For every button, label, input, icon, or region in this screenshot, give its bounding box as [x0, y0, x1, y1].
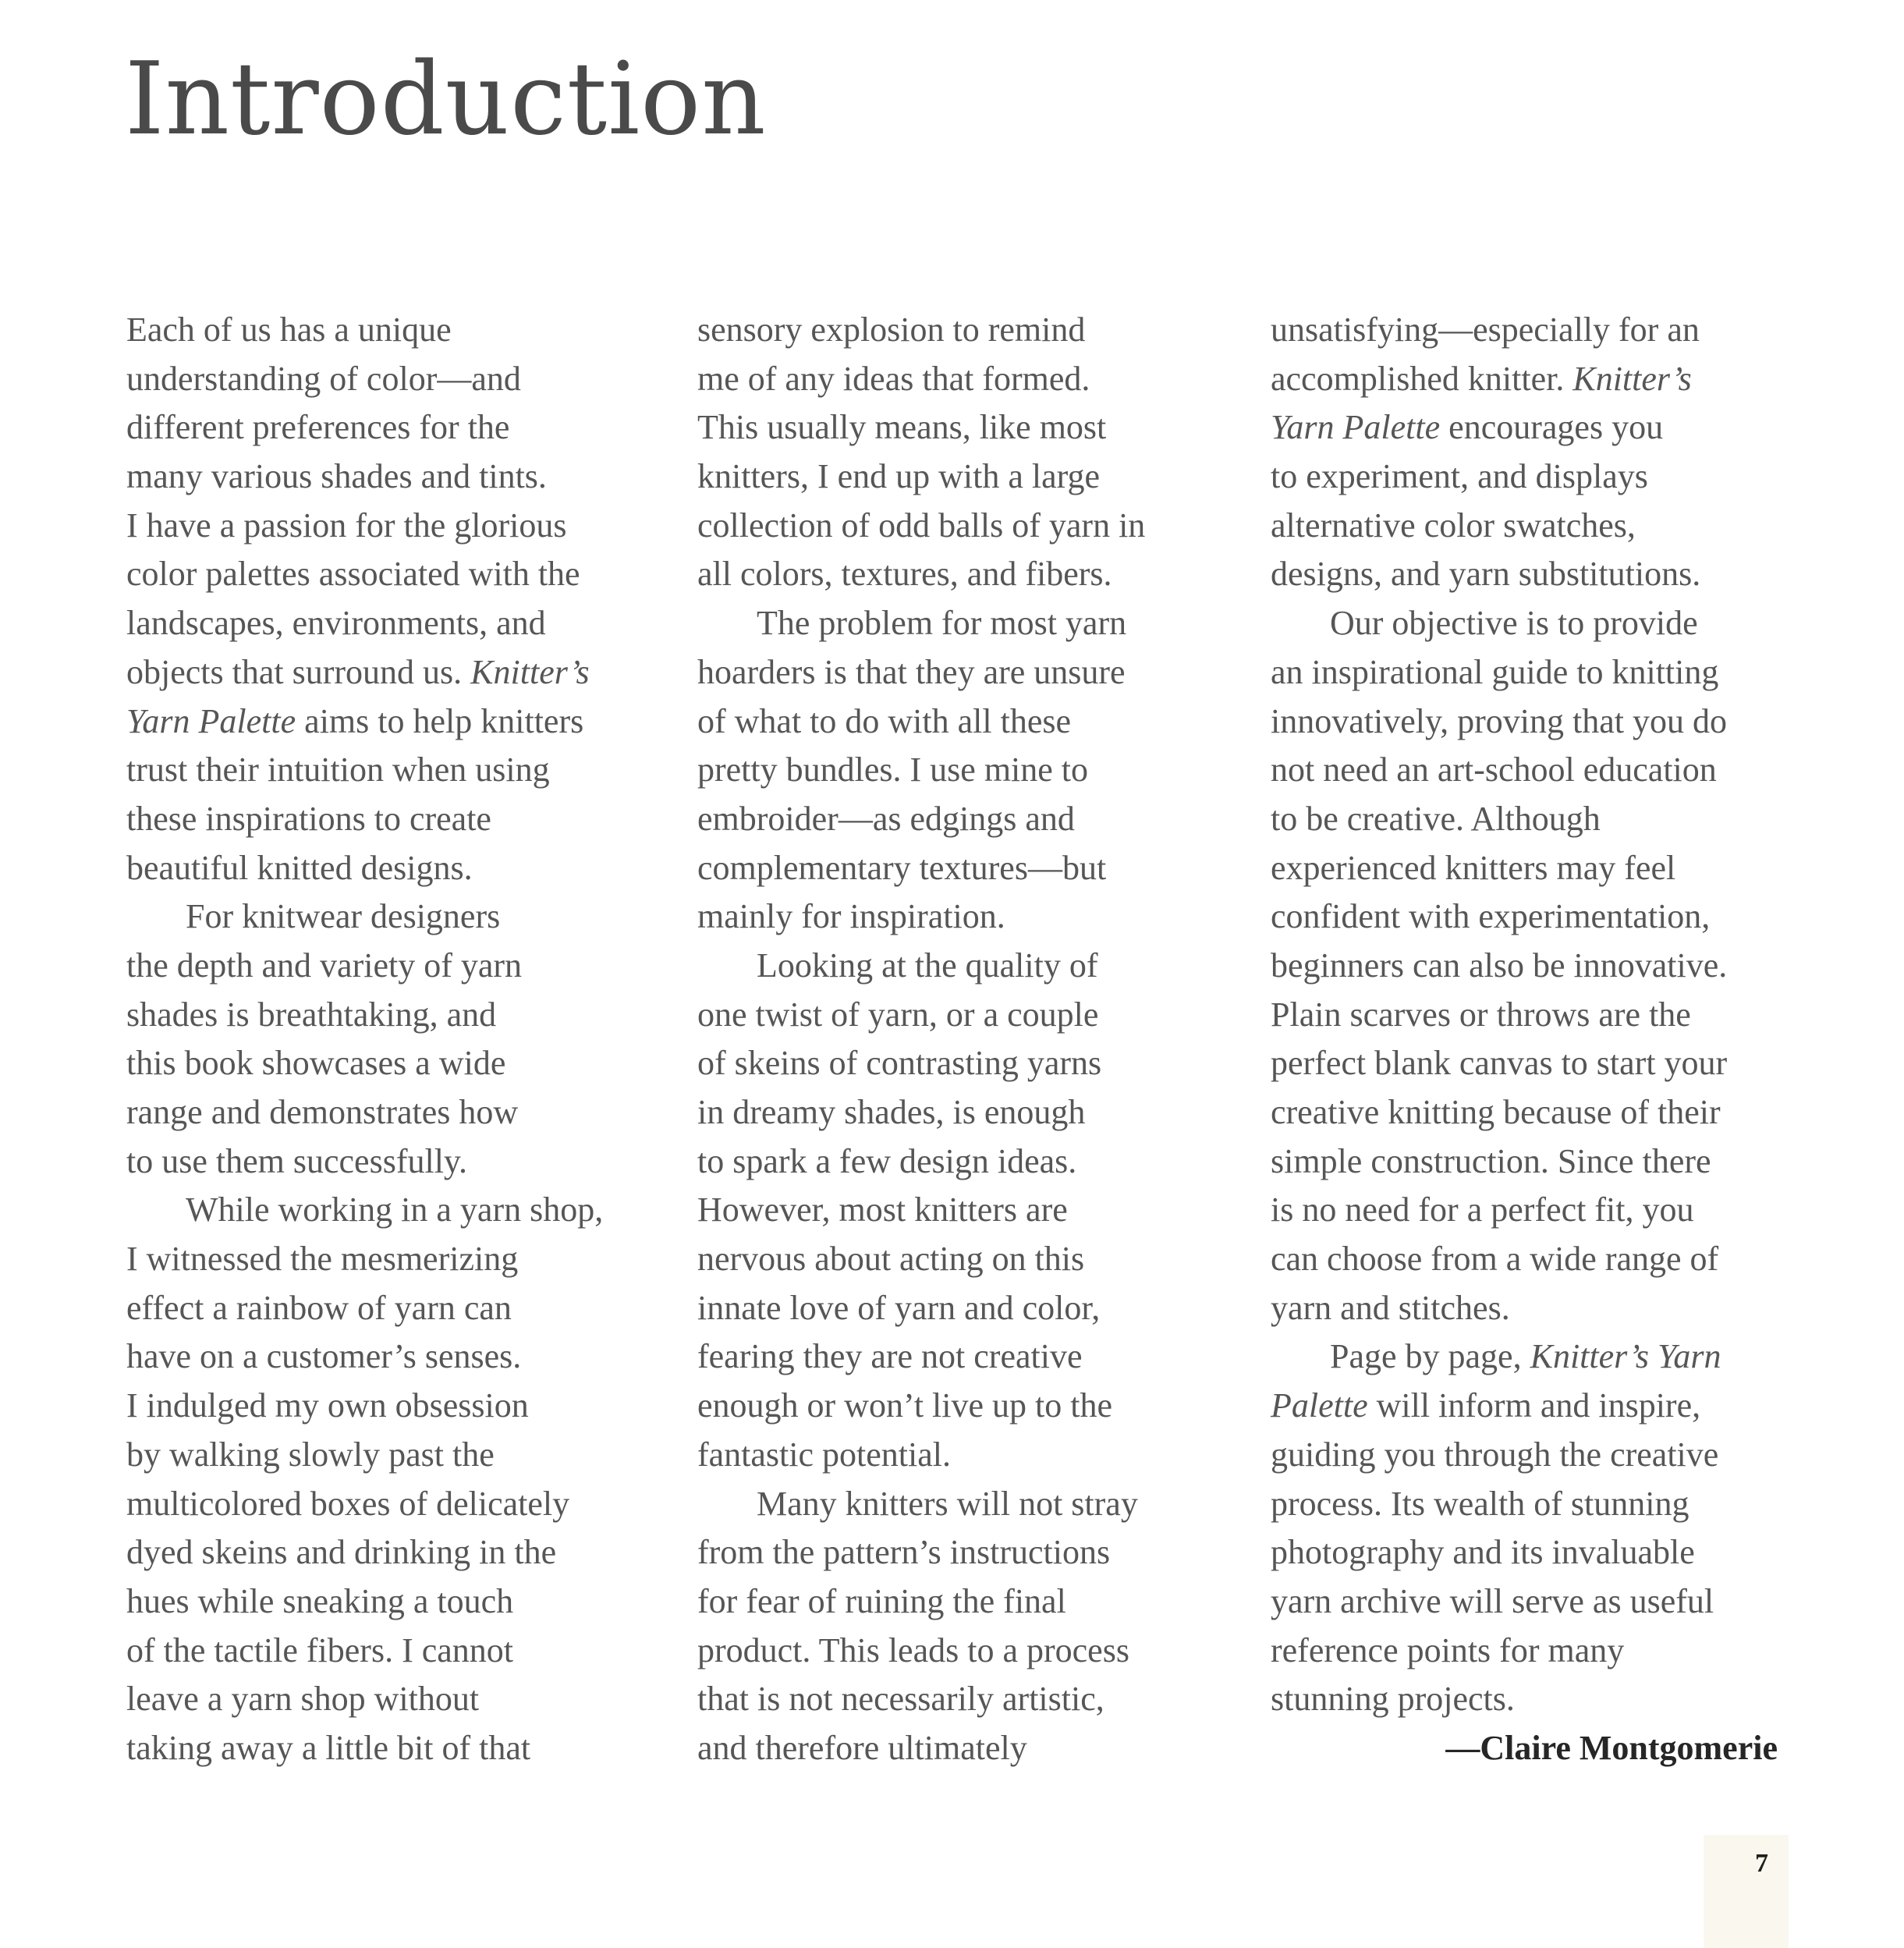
line-text: Many knitters will not stray	[757, 1484, 1138, 1523]
text-line	[697, 746, 1259, 795]
text-line	[126, 795, 688, 844]
text-line	[126, 1675, 688, 1724]
text-line	[126, 1284, 688, 1333]
text-line	[697, 697, 1259, 747]
text-line	[126, 892, 688, 942]
text-line	[697, 1235, 1259, 1284]
text-line	[1271, 1528, 1832, 1577]
line-text: to experiment, and displays	[1271, 457, 1648, 496]
text-line	[697, 1332, 1259, 1382]
line-text: leave a yarn shop without	[126, 1680, 480, 1719]
text-line	[1271, 795, 1832, 844]
text-line	[126, 1088, 688, 1137]
text-line	[126, 1724, 688, 1773]
line-text: While working in a yarn shop,	[186, 1190, 604, 1229]
text-line	[126, 403, 688, 452]
line-text: unsatisfying—especially for an	[1271, 310, 1700, 349]
line-text: this book showcases a wide	[126, 1044, 506, 1083]
line-text: these inspirations to create	[126, 799, 491, 838]
line-text: experienced knitters may feel	[1271, 848, 1676, 887]
text-line	[1271, 1039, 1832, 1088]
line-text: However, most knitters are	[697, 1190, 1068, 1229]
text-line	[1271, 1627, 1832, 1676]
text-line	[697, 1284, 1259, 1333]
text-line	[126, 1235, 688, 1284]
text-line	[697, 599, 1259, 648]
text-line	[1271, 1431, 1832, 1480]
line-text: by walking slowly past the	[126, 1435, 495, 1474]
line-text: trust their intuition when using	[126, 750, 550, 789]
book-title-italic: Palette	[1271, 1386, 1368, 1425]
text-line	[1271, 1382, 1832, 1431]
text-line	[126, 1186, 688, 1235]
line-text: and therefore ultimately	[697, 1728, 1027, 1767]
line-text: yarn archive will serve as useful	[1271, 1581, 1714, 1620]
text-line	[1271, 844, 1832, 893]
text-line	[1271, 1137, 1832, 1187]
line-text: taking away a little bit of that	[126, 1728, 531, 1767]
text-line	[126, 1039, 688, 1088]
line-text: perfect blank canvas to start your	[1271, 1044, 1728, 1083]
line-text: stunning projects.	[1271, 1680, 1515, 1719]
line-text: Each of us has a unique	[126, 310, 452, 349]
text-line	[697, 648, 1259, 697]
text-column-2	[697, 306, 1259, 1773]
text-line	[1271, 1332, 1832, 1382]
line-text: the depth and variety of yarn	[126, 946, 523, 985]
page-title: Introduction	[125, 41, 767, 158]
line-text: embroider—as edgings and	[697, 799, 1075, 838]
line-text: pretty bundles. I use mine to	[697, 750, 1089, 789]
text-line	[126, 746, 688, 795]
text-line	[697, 1480, 1259, 1529]
text-line	[697, 795, 1259, 844]
line-text: understanding of color—and	[126, 359, 521, 398]
line-text: confident with experimentation,	[1271, 897, 1711, 936]
line-text: photography and its invaluable	[1271, 1533, 1695, 1572]
line-text: landscapes, environments, and	[126, 604, 546, 643]
text-line	[126, 1528, 688, 1577]
line-text: different preferences for the	[126, 408, 510, 447]
text-line	[697, 550, 1259, 599]
line-text: process. Its wealth of stunning	[1271, 1484, 1689, 1523]
line-text: not need an art-school education	[1271, 750, 1717, 789]
text-line	[126, 550, 688, 599]
text-line	[1271, 892, 1832, 942]
text-line	[126, 1577, 688, 1627]
line-text: me of any ideas that formed.	[697, 359, 1090, 398]
line-text: designs, and yarn substitutions.	[1271, 555, 1701, 594]
text-line	[1271, 942, 1832, 991]
line-text: have on a customer’s senses.	[126, 1337, 522, 1376]
text-line	[1271, 502, 1832, 551]
line-text: aims to help knitters	[296, 701, 584, 740]
text-line	[1271, 306, 1832, 355]
text-line	[697, 1431, 1259, 1480]
text-line	[697, 1724, 1259, 1773]
line-text: of skeins of contrasting yarns	[697, 1044, 1102, 1083]
line-text: Looking at the quality of	[757, 946, 1098, 985]
line-text: collection of odd balls of yarn in	[697, 506, 1146, 545]
text-line	[126, 697, 688, 747]
line-text: will inform and inspire,	[1367, 1386, 1701, 1425]
line-text: sensory explosion to remind	[697, 310, 1086, 349]
text-line	[1271, 452, 1832, 502]
text-line	[1271, 1480, 1832, 1529]
line-text: Plain scarves or throws are the	[1271, 995, 1691, 1034]
book-title-italic: Yarn Palette	[1271, 408, 1441, 447]
text-line	[126, 355, 688, 404]
text-line	[1271, 648, 1832, 697]
text-line	[1271, 1577, 1832, 1627]
line-text: multicolored boxes of delicately	[126, 1484, 570, 1523]
text-line	[697, 306, 1259, 355]
text-line	[697, 1627, 1259, 1676]
line-text: all colors, textures, and fibers.	[697, 555, 1112, 594]
text-column-3	[1271, 306, 1832, 1773]
line-text: to be creative. Although	[1271, 799, 1601, 838]
text-line	[126, 1480, 688, 1529]
text-line	[1271, 599, 1832, 648]
line-text: to use them successfully.	[126, 1141, 468, 1180]
line-text: dyed skeins and drinking in the	[126, 1533, 557, 1572]
line-text: beautiful knitted designs.	[126, 848, 473, 887]
text-line	[697, 1186, 1259, 1235]
text-line	[126, 452, 688, 502]
line-text: alternative color swatches,	[1271, 506, 1636, 545]
text-line	[1271, 403, 1832, 452]
line-text: is no need for a perfect fit, you	[1271, 1190, 1694, 1229]
text-line	[697, 991, 1259, 1040]
text-line	[697, 1675, 1259, 1724]
text-line	[697, 403, 1259, 452]
text-line	[1271, 355, 1832, 404]
page-number-tab	[1704, 1835, 1789, 1948]
line-text: to spark a few design ideas.	[697, 1141, 1077, 1180]
line-text: For knitwear designers	[186, 897, 501, 936]
line-text: Page by page,	[1330, 1337, 1530, 1376]
text-line	[126, 1332, 688, 1382]
line-text: I indulged my own obsession	[126, 1386, 529, 1425]
line-text: color palettes associated with the	[126, 555, 580, 594]
text-line	[697, 942, 1259, 991]
line-text: mainly for inspiration.	[697, 897, 1005, 936]
text-line	[1271, 550, 1832, 599]
line-text: knitters, I end up with a large	[697, 457, 1101, 496]
text-line	[697, 1088, 1259, 1137]
line-text: I witnessed the mesmerizing	[126, 1240, 519, 1279]
text-line	[697, 502, 1259, 551]
text-line	[697, 1137, 1259, 1187]
line-text: many various shades and tints.	[126, 457, 547, 496]
text-line	[126, 648, 688, 697]
text-line	[126, 1431, 688, 1480]
line-text: that is not necessarily artistic,	[697, 1680, 1104, 1719]
book-title-italic: Knitter’s	[470, 652, 590, 691]
line-text: fearing they are not creative	[697, 1337, 1083, 1376]
text-line	[697, 355, 1259, 404]
text-line	[697, 452, 1259, 502]
text-line	[126, 1382, 688, 1431]
text-line	[1271, 697, 1832, 747]
line-text: hues while sneaking a touch	[126, 1581, 514, 1620]
text-line	[126, 991, 688, 1040]
line-text: simple construction. Since there	[1271, 1141, 1711, 1180]
line-text: encourages you	[1440, 408, 1664, 447]
line-text: effect a rainbow of yarn can	[126, 1288, 512, 1327]
text-line	[697, 844, 1259, 893]
text-line	[697, 892, 1259, 942]
book-title-italic: Knitter’s Yarn	[1530, 1337, 1721, 1376]
line-text: objects that surround us.	[126, 652, 471, 691]
line-text: I have a passion for the glorious	[126, 506, 567, 545]
line-text: of what to do with all these	[697, 701, 1072, 740]
text-line	[697, 1382, 1259, 1431]
text-line	[697, 1528, 1259, 1577]
line-text: for fear of ruining the final	[697, 1581, 1066, 1620]
text-line	[126, 1137, 688, 1187]
line-text: nervous about acting on this	[697, 1240, 1085, 1279]
line-text: range and demonstrates how	[126, 1093, 519, 1131]
line-text: The problem for most yarn	[757, 604, 1127, 643]
text-line	[1271, 1675, 1832, 1724]
line-text: complementary textures—but	[697, 848, 1107, 887]
text-line	[697, 1039, 1259, 1088]
line-text: innate love of yarn and color,	[697, 1288, 1101, 1327]
line-text: enough or won’t live up to the	[697, 1386, 1112, 1425]
author-signature: —Claire Montgomerie	[1445, 1728, 1778, 1767]
text-line	[1271, 1088, 1832, 1137]
text-line	[126, 844, 688, 893]
line-text: shades is breathtaking, and	[126, 995, 497, 1034]
text-line	[126, 599, 688, 648]
book-title-italic: Yarn Palette	[126, 701, 296, 740]
text-line	[1271, 1186, 1832, 1235]
text-line	[1271, 991, 1832, 1040]
line-text: of the tactile fibers. I cannot	[126, 1630, 514, 1669]
line-text: one twist of yarn, or a couple	[697, 995, 1099, 1034]
text-line	[126, 306, 688, 355]
line-text: accomplished knitter.	[1271, 359, 1573, 398]
line-text: fantastic potential.	[697, 1435, 951, 1474]
text-line	[126, 502, 688, 551]
line-text: reference points for many	[1271, 1630, 1625, 1669]
text-line	[1271, 746, 1832, 795]
line-text: creative knitting because of their	[1271, 1093, 1721, 1131]
text-line	[1271, 1284, 1832, 1333]
line-text: innovatively, proving that you do	[1271, 701, 1727, 740]
line-text: Our objective is to provide	[1330, 604, 1698, 643]
text-line	[126, 1627, 688, 1676]
text-line	[1271, 1235, 1832, 1284]
line-text: yarn and stitches.	[1271, 1288, 1510, 1327]
line-text: hoarders is that they are unsure	[697, 652, 1126, 691]
book-title-italic: Knitter’s	[1572, 359, 1692, 398]
line-text: in dreamy shades, is enough	[697, 1093, 1086, 1131]
text-line	[697, 1577, 1259, 1627]
line-text: This usually means, like most	[697, 408, 1107, 447]
text-column-1	[126, 306, 688, 1773]
line-text: can choose from a wide range of	[1271, 1240, 1719, 1279]
line-text: from the pattern’s instructions	[697, 1533, 1111, 1572]
page-number: 7	[1755, 1849, 1768, 1878]
line-text: product. This leads to a process	[697, 1630, 1129, 1669]
line-text: beginners can also be innovative.	[1271, 946, 1728, 985]
line-text: guiding you through the creative	[1271, 1435, 1719, 1474]
line-text: an inspirational guide to knitting	[1271, 652, 1719, 691]
text-line	[126, 942, 688, 991]
